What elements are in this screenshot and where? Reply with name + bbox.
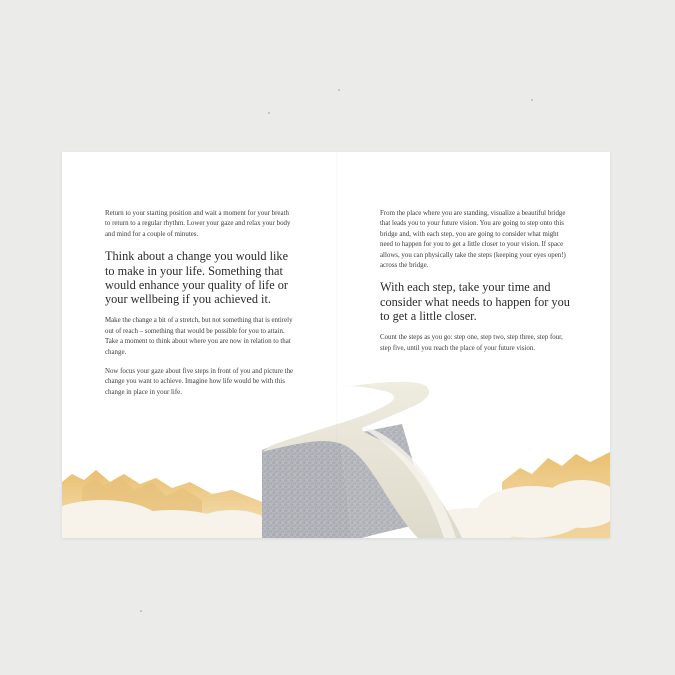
paper-speck (531, 99, 533, 101)
paper-speck (140, 610, 142, 612)
paper-speck (338, 89, 340, 91)
right-pull-quote: With each step, take your time and consider what needs to happen for you to get a little closer. (380, 280, 570, 324)
right-body-1: Count the steps as you go: step one, step two, step three, step four, step five, until you reach the place of your future vision. (380, 334, 563, 352)
book-spread (62, 152, 610, 538)
left-page (105, 209, 295, 407)
left-intro: Return to your starting position and wait a moment for your breath to return to a regular rhythm. Lower your gaze and relax your body and mind for a couple of minutes. (105, 210, 291, 238)
bridge-face (262, 436, 352, 538)
left-pull-quote: Think about a change you would like to make in your life. Something that would enhance your quality of life or your wellbeing if you achieved it. (105, 249, 289, 307)
right-page (380, 209, 570, 363)
right-intro: From the place where you are standing, visualize a beautiful bridge that leads you to your future vision. You are going to step onto this bridge and, with each step, you are going to consider what might need to happen for you to get a little closer to your vision. If space allows, you can physically take the steps (keeping your eyes open!) across the bridge. (380, 210, 566, 270)
left-body-1: Make the change a bit of a stretch, but not something that is entirely out of reach – something that would be possible for you to attain. Take a moment to think about where you are now in relation to that change. (105, 317, 293, 356)
page-gutter (336, 152, 337, 538)
left-body-2: Now focus your gaze about five steps in front of you and picture the change you want to achieve. Imagine how life would be with this change in place in your life. (105, 368, 294, 396)
paper-speck (268, 112, 270, 114)
